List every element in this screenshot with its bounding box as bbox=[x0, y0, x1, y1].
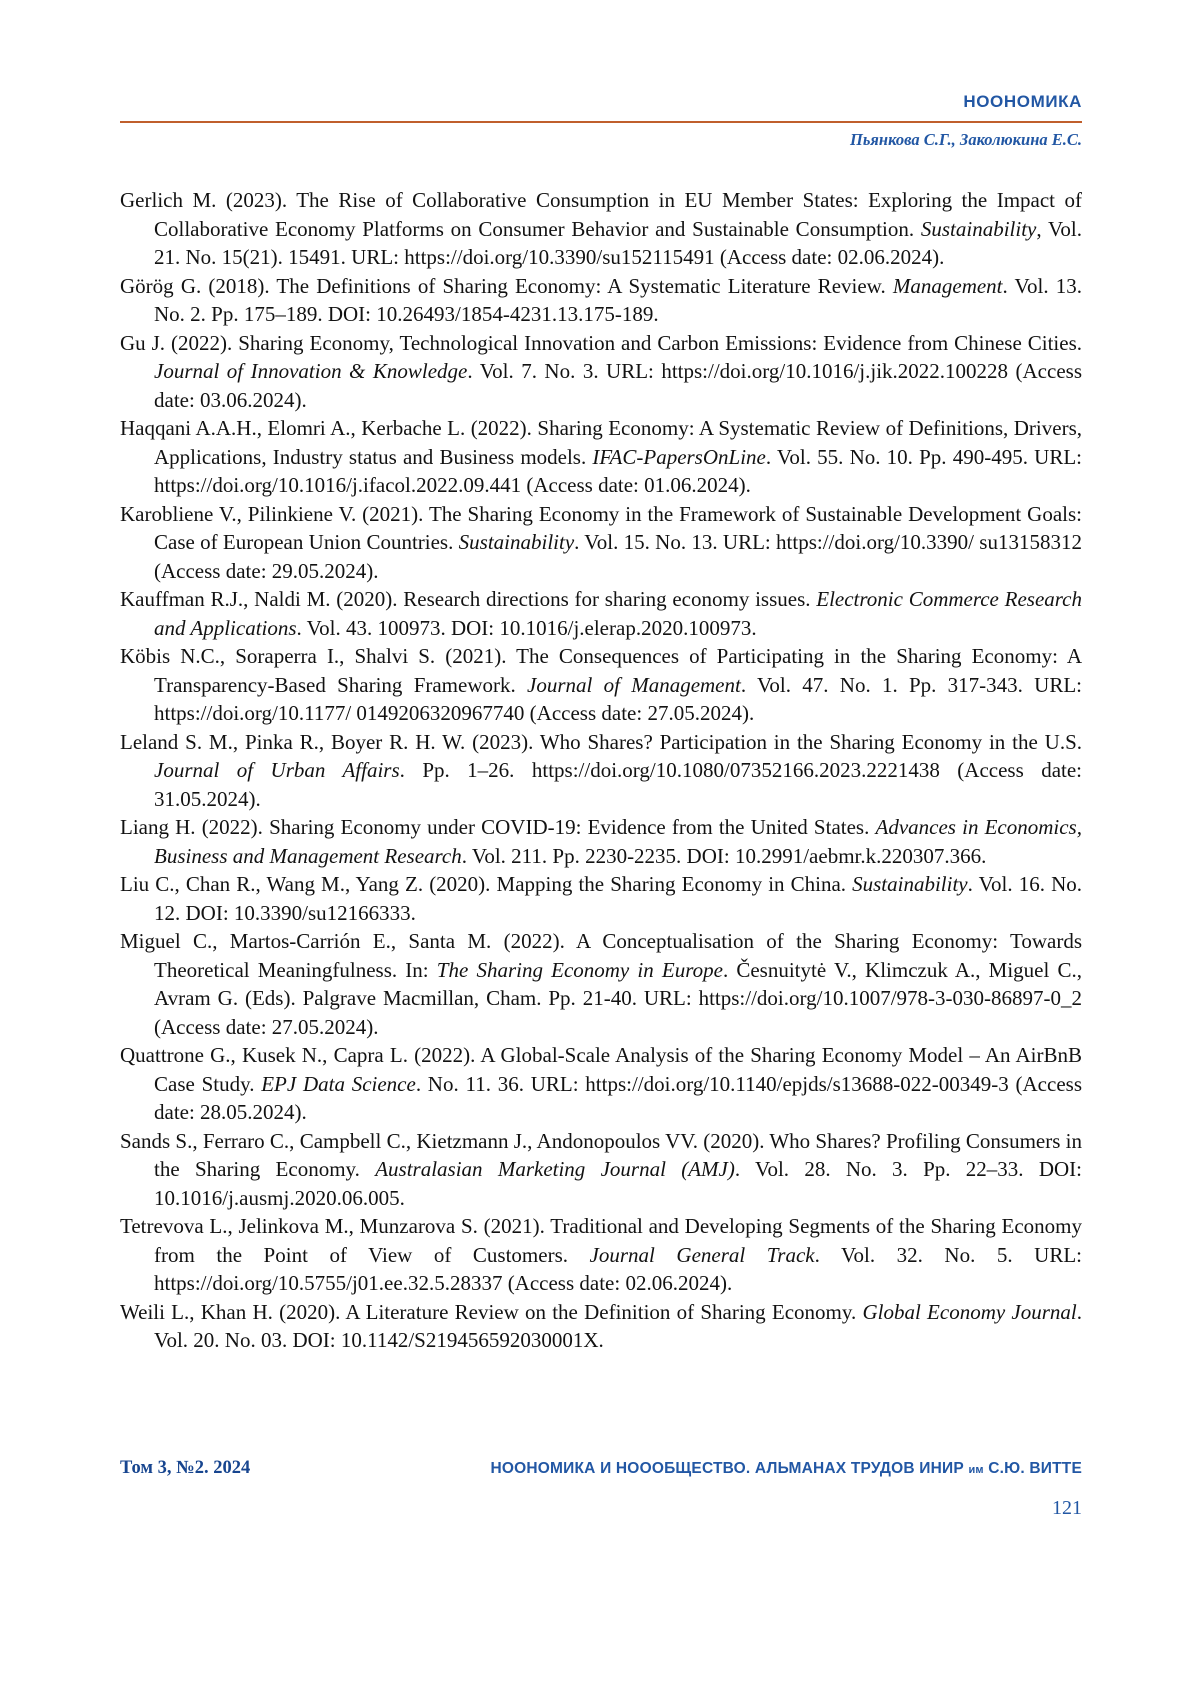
footer-journal-line bbox=[491, 1460, 1083, 1478]
footer-journal-im: им bbox=[968, 1464, 984, 1476]
reference-text: . Pp. 1–26. https://doi.org/10.1080/07352166.2023.2221438 (Access date: 31.05.2024). bbox=[154, 758, 1082, 811]
reference-text: Sands S., Ferraro C., Campbell C., Kietzmann J., Andonopoulos VV. (2020). Who Shares? Profiling Consumers in the Sharing Economy. bbox=[120, 1128, 1082, 1181]
volume-issue: Том 3, №2. 2024 bbox=[120, 1458, 251, 1478]
reference-text: Görög G. (2018). The Definitions of Sharing Economy: A Systematic Literature Review. bbox=[120, 273, 893, 298]
reference-text: . No. 11. 36. URL: https://doi.org/10.1140/epjds/s13688-022-00349-3 (Access date: 28.05.2024). bbox=[154, 1071, 1082, 1124]
reference-text: Gu J. (2022). Sharing Economy, Technological Innovation and Carbon Emissions: Evidence from Chinese Cities. bbox=[120, 330, 1082, 355]
journal-title: EPJ Data Science bbox=[261, 1071, 416, 1096]
journal-title: Advances in Economics, Business and Management Research bbox=[154, 815, 1082, 868]
reference-text: Leland S. M., Pinka R., Boyer R. H. W. (2023). Who Shares? Participation in the Sharing Economy in the U.S. bbox=[120, 729, 1082, 754]
reference-text: Miguel C., Martos-Carrión E., Santa M. (2022). A Conceptualisation of the Sharing Economy: Towards Theoretical Meaningfulness. In: bbox=[120, 929, 1082, 982]
reference-item bbox=[120, 329, 1082, 415]
authors-line: Пьянкова С.Г., Заколюкина Е.С. bbox=[850, 130, 1082, 149]
reference-text: Karobliene V., Pilinkiene V. (2021). The Sharing Economy in the Framework of Sustainable Development Goals: Case of European Union Countries. bbox=[120, 501, 1082, 554]
reference-item bbox=[120, 414, 1082, 500]
reference-text: . Vol. 32. No. 5. URL: https://doi.org/10.5755/j01.ee.32.5.28337 (Access date: 02.06.2024). bbox=[154, 1242, 1082, 1295]
journal-title: Sustainability bbox=[458, 530, 575, 554]
reference-item bbox=[120, 272, 1082, 329]
journal-title: Sustainability bbox=[852, 872, 968, 896]
reference-text: . Vol. 55. No. 10. Pp. 490-495. URL: https://doi.org/10.1016/j.ifacol.2022.09.441 (Access date: 01.06.2024). bbox=[154, 444, 1082, 497]
reference-item bbox=[120, 927, 1082, 1041]
journal-title: Sustainability bbox=[920, 216, 1037, 241]
journal-title: Journal of Urban Affairs bbox=[154, 758, 400, 782]
reference-text: Tetrevova L., Jelinkova M., Munzarova S. (2021). Traditional and Developing Segments of the Sharing Economy from the Point of View of Customers. bbox=[120, 1214, 1082, 1267]
reference-item bbox=[120, 500, 1082, 586]
footer-journal-main: НООНОМИКА И НОООБЩЕСТВО. АЛЬМАНАХ ТРУДОВ ИНИР bbox=[490, 1460, 964, 1477]
journal-title: Management bbox=[892, 273, 1003, 298]
journal-title: IFAC-PapersOnLine bbox=[592, 444, 766, 469]
reference-text: Kauffman R.J., Naldi M. (2020). Research directions for sharing economy issues. bbox=[120, 587, 817, 611]
reference-text: , Vol. 21. No. 15(21). 15491. URL: https://doi.org/10.3390/su152115491 (Access date: 02.06.2024). bbox=[154, 216, 1082, 269]
reference-item bbox=[120, 870, 1082, 927]
reference-item bbox=[120, 1298, 1082, 1355]
journal-title: Journal of Management bbox=[527, 672, 741, 697]
reference-item bbox=[120, 1041, 1082, 1127]
reference-item bbox=[120, 585, 1082, 642]
reference-text: . Vol. 28. No. 3. Pp. 22–33. DOI: 10.1016/j.ausmj.2020.06.005. bbox=[154, 1157, 1082, 1210]
reference-text: . Vol. 20. No. 03. DOI: 10.1142/S219456592030001X. bbox=[154, 1299, 1082, 1352]
reference-text: Haqqani A.A.H., Elomri A., Kerbache L. (2022). Sharing Economy: A Systematic Review of Definitions, Drivers, Applications, Industry status and Business models. bbox=[120, 416, 1082, 469]
reference-item bbox=[120, 1127, 1082, 1213]
page-header bbox=[120, 92, 1082, 150]
reference-item bbox=[120, 1212, 1082, 1298]
reference-text: Liang H. (2022). Sharing Economy under COVID-19: Evidence from the United States. bbox=[120, 815, 876, 839]
reference-item bbox=[120, 728, 1082, 814]
reference-text: Köbis N.C., Soraperra I., Shalvi S. (2021). The Consequences of Participating in the Sharing Economy: A Transparency-Based Sharing Framework. bbox=[120, 644, 1082, 697]
reference-text: . Vol. 15. No. 13. URL: https://doi.org/10.3390/ su13158312 (Access date: 29.05.2024). bbox=[154, 530, 1082, 583]
reference-text: . Vol. 211. Pp. 2230-2235. DOI: 10.2991/aebmr.k.220307.366. bbox=[461, 843, 987, 868]
page-number: 121 bbox=[1052, 1497, 1082, 1519]
reference-text: . Vol. 7. No. 3. URL: https://doi.org/10.1016/j.jik.2022.100228 (Access date: 03.06.2024). bbox=[154, 359, 1082, 412]
reference-item bbox=[120, 186, 1082, 272]
reference-text: Gerlich M. (2023). The Rise of Collaborative Consumption in EU Member States: Exploring the Impact of Collaborative Economy Platforms on Consumer Behavior and Sustainable Consumption. bbox=[120, 188, 1082, 241]
reference-text: Quattrone G., Kusek N., Capra L. (2022). A Global-Scale Analysis of the Sharing Economy Model – An AirBnB Case Study. bbox=[120, 1043, 1082, 1096]
reference-text: . Česnuitytė V., Klimczuk A., Miguel C., Avram G. (Eds). Palgrave Macmillan, Cham. Pp. 21-40. URL: https://doi.org/10.1007/978-3-030-86897-0_2 (Access date: 27.05.2024). bbox=[154, 957, 1083, 1039]
journal-title: Electronic Commerce Research and Applications bbox=[154, 587, 1082, 640]
reference-text: Liu C., Chan R., Wang M., Yang Z. (2020). Mapping the Sharing Economy in China. bbox=[120, 872, 853, 896]
header-rule bbox=[120, 121, 1082, 123]
journal-title: The Sharing Economy in Europe bbox=[436, 957, 723, 982]
journal-title: Journal of Innovation & Knowledge bbox=[154, 359, 468, 383]
footer-journal-end: С.Ю. ВИТТЕ bbox=[988, 1460, 1082, 1477]
reference-text: Weili L., Khan H. (2020). A Literature Review on the Definition of Sharing Economy. bbox=[120, 1299, 863, 1324]
page-footer bbox=[120, 1458, 1082, 1479]
journal-title: Global Economy Journal bbox=[862, 1299, 1077, 1324]
journal-name: НООНОМИКА bbox=[963, 92, 1082, 111]
reference-text: . Vol. 16. No. 12. DOI: 10.3390/su12166333. bbox=[154, 872, 1082, 925]
reference-text: . Vol. 47. No. 1. Pp. 317-343. URL: https://doi.org/10.1177/ 0149206320967740 (Access date: 27.05.2024). bbox=[154, 672, 1083, 725]
reference-text: . Vol. 13. No. 2. Pp. 175–189. DOI: 10.26493/1854-4231.13.175-189. bbox=[154, 273, 1082, 326]
reference-item bbox=[120, 813, 1082, 870]
references-list bbox=[120, 186, 1082, 1355]
journal-title: Australasian Marketing Journal (AMJ) bbox=[375, 1157, 735, 1181]
reference-text: . Vol. 43. 100973. DOI: 10.1016/j.elerap.2020.100973. bbox=[296, 615, 757, 640]
journal-title: Journal General Track bbox=[589, 1242, 815, 1267]
reference-item bbox=[120, 642, 1082, 728]
